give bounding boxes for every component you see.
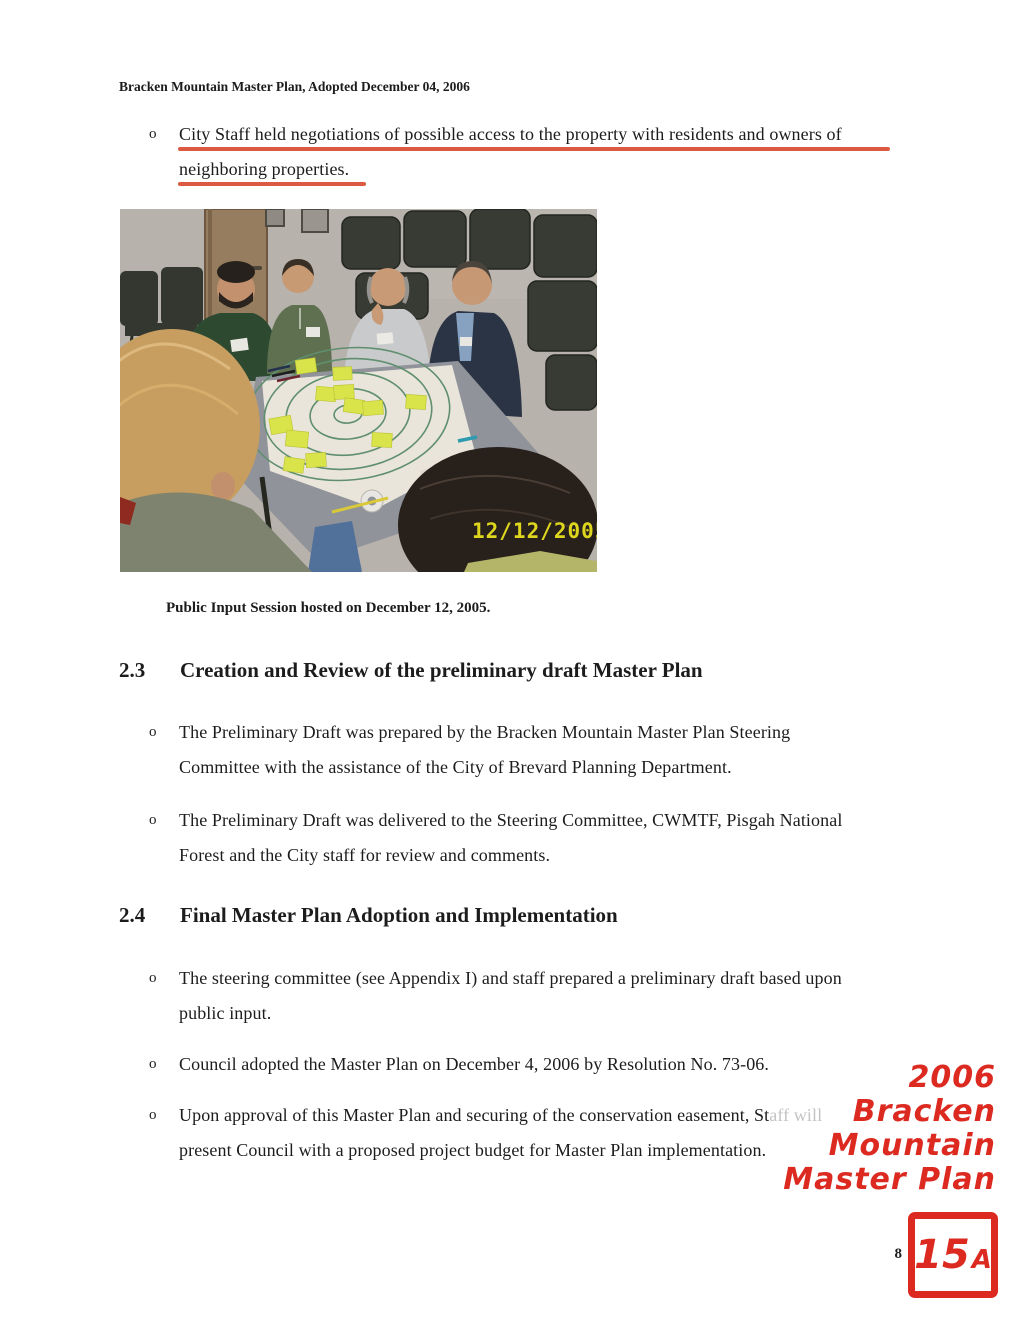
stamp-letter: A: [971, 1245, 992, 1275]
bullet-line: The Preliminary Draft was delivered to the Steering Committee, CWMTF, Pisgah National: [179, 810, 843, 830]
picture-frame: [302, 209, 328, 232]
bullet-line: The Preliminary Draft was prepared by the Bracken Mountain Master Plan Steering: [179, 722, 791, 742]
red-underline: [178, 147, 890, 151]
bullet-marker: o: [149, 1107, 157, 1123]
section-title: Final Master Plan Adoption and Implementation: [180, 903, 618, 927]
bullet-line-main: Upon approval of this Master Plan and securing of the conservation easement, St: [179, 1105, 770, 1125]
meeting-photo: [120, 209, 597, 572]
exhibit-stamp-box: [908, 1212, 998, 1298]
annotation-line: Master Plan: [783, 1162, 996, 1197]
section-number: 2.4: [119, 903, 146, 927]
annotation-line: Mountain: [828, 1128, 996, 1163]
page-header: Bracken Mountain Master Plan, Adopted December 04, 2006: [119, 79, 470, 94]
bullet-line: Council adopted the Master Plan on December 4, 2006 by Resolution No. 73-06.: [179, 1054, 769, 1074]
picture-frame: [266, 209, 284, 226]
photo-caption: Public Input Session hosted on December 12, 2005.: [166, 600, 491, 616]
bullet-line: Committee with the assistance of the City of Brevard Planning Department.: [179, 757, 732, 777]
bullet-marker: o: [149, 970, 157, 986]
bullet-line-faded: aff will: [769, 1105, 823, 1125]
bullet-marker: o: [149, 724, 157, 740]
stamp-number: 15: [914, 1232, 970, 1278]
section-number: 2.3: [119, 658, 146, 682]
page-number: 8: [894, 1246, 902, 1262]
section-title: Creation and Review of the preliminary draft Master Plan: [180, 658, 703, 682]
bullet-line: The steering committee (see Appendix I) and staff prepared a preliminary draft based upon: [179, 968, 842, 988]
annotation-line: Bracken: [852, 1094, 996, 1129]
bullet-line: present Council with a proposed project budget for Master Plan implementation.: [179, 1140, 767, 1160]
bullet-line: public input.: [179, 1003, 272, 1023]
red-underline: [178, 182, 366, 186]
handwritten-annotation: [783, 1061, 996, 1197]
bullet-line: City Staff held negotiations of possible access to the property with residents and owners of: [179, 124, 842, 144]
bullet-marker: o: [149, 1056, 157, 1072]
annotation-line: 2006: [908, 1060, 996, 1095]
bullet-marker: o: [149, 126, 157, 142]
bullet-marker: o: [149, 812, 157, 828]
bullet-line: Forest and the City staff for review and comments.: [179, 845, 551, 865]
photo-date-stamp: 12/12/2005: [472, 519, 597, 543]
bullet-line: [179, 1103, 822, 1127]
meeting-photo-art: [120, 209, 597, 572]
bullet-line: neighboring properties.: [179, 159, 350, 179]
